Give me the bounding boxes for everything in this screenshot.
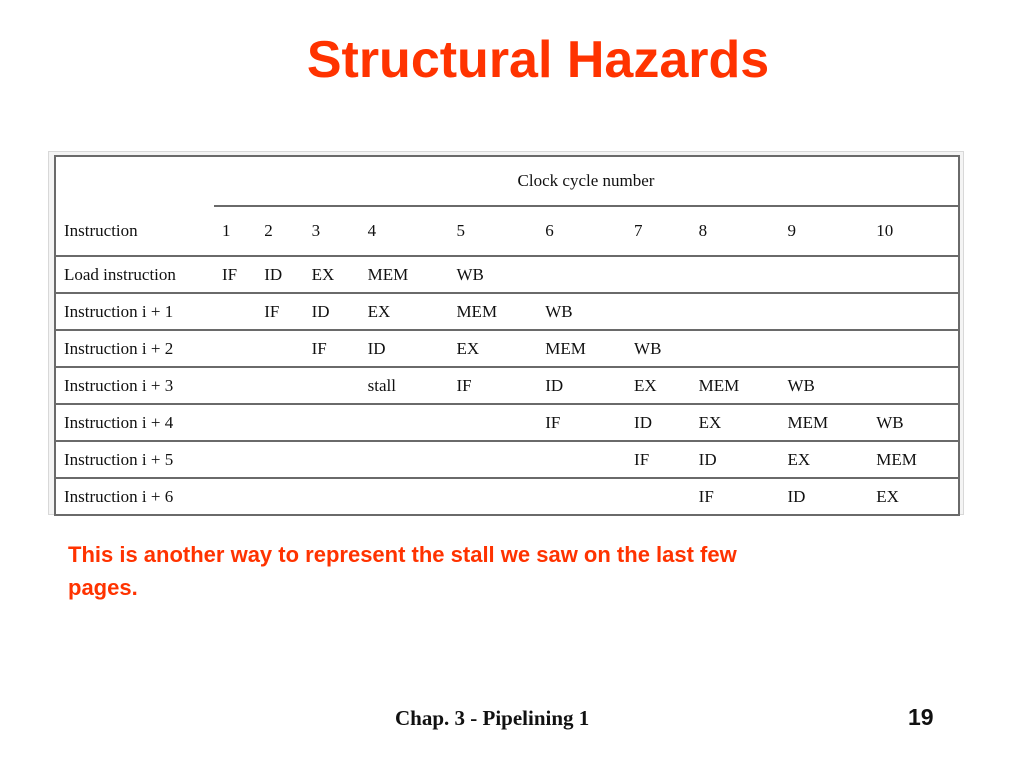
stage-cell <box>214 478 256 515</box>
stage-cell <box>304 367 360 404</box>
stage-cell <box>214 293 256 330</box>
cycle-number-row <box>55 206 959 256</box>
stage-cell: ID <box>304 293 360 330</box>
cycle-number: 4 <box>360 206 449 256</box>
stage-cell: EX <box>779 441 868 478</box>
instruction-name: Instruction i + 5 <box>55 441 214 478</box>
stage-cell <box>360 478 449 515</box>
pipeline-figure <box>48 151 964 515</box>
stage-cell <box>304 404 360 441</box>
stage-cell: IF <box>537 404 626 441</box>
stage-cell: IF <box>214 256 256 293</box>
stage-cell: ID <box>360 330 449 367</box>
stage-cell: EX <box>626 367 691 404</box>
stage-cell: WB <box>868 404 959 441</box>
stage-cell <box>256 441 303 478</box>
stage-cell <box>448 441 537 478</box>
stage-cell: EX <box>360 293 449 330</box>
stage-cell <box>537 256 626 293</box>
stage-cell <box>256 478 303 515</box>
stage-cell <box>691 330 780 367</box>
cycle-number: 9 <box>779 206 868 256</box>
page-number: 19 <box>908 704 934 730</box>
table-row <box>55 367 959 404</box>
stage-cell: MEM <box>448 293 537 330</box>
stage-cell <box>256 330 303 367</box>
instruction-header: Instruction <box>55 206 214 256</box>
stage-cell: MEM <box>868 441 959 478</box>
stage-cell <box>214 330 256 367</box>
stage-cell: IF <box>626 441 691 478</box>
stage-cell: WB <box>779 367 868 404</box>
stage-cell <box>360 441 449 478</box>
stage-cell: MEM <box>691 367 780 404</box>
stage-cell <box>214 404 256 441</box>
table-row <box>55 441 959 478</box>
table-row <box>55 404 959 441</box>
stage-cell: WB <box>537 293 626 330</box>
stage-cell <box>214 441 256 478</box>
instruction-name: Instruction i + 4 <box>55 404 214 441</box>
stage-cell: MEM <box>779 404 868 441</box>
corner-cell <box>55 156 214 206</box>
cycle-number: 7 <box>626 206 691 256</box>
cycle-number: 1 <box>214 206 256 256</box>
stage-cell <box>304 478 360 515</box>
stage-cell <box>868 293 959 330</box>
stage-cell <box>868 256 959 293</box>
stage-cell <box>256 404 303 441</box>
footer-chapter: Chap. 3 - Pipelining 1 <box>395 706 590 730</box>
stage-cell: IF <box>691 478 780 515</box>
stage-cell <box>779 256 868 293</box>
stage-cell: MEM <box>537 330 626 367</box>
stage-cell: WB <box>626 330 691 367</box>
stage-cell: IF <box>256 293 303 330</box>
stage-cell <box>868 330 959 367</box>
stage-cell <box>626 293 691 330</box>
instruction-name: Instruction i + 2 <box>55 330 214 367</box>
cycle-number: 5 <box>448 206 537 256</box>
stage-cell <box>214 367 256 404</box>
cycle-number: 10 <box>868 206 959 256</box>
stall-cell: stall <box>360 367 449 404</box>
stage-cell <box>779 330 868 367</box>
stage-cell: EX <box>868 478 959 515</box>
stage-cell <box>537 478 626 515</box>
cycle-number: 8 <box>691 206 780 256</box>
cycle-number: 2 <box>256 206 303 256</box>
stage-cell <box>868 367 959 404</box>
stage-cell: EX <box>448 330 537 367</box>
stage-cell <box>448 404 537 441</box>
stage-cell <box>256 367 303 404</box>
stage-cell: IF <box>304 330 360 367</box>
cycle-number: 6 <box>537 206 626 256</box>
instruction-name: Instruction i + 6 <box>55 478 214 515</box>
clock-cycle-header: Clock cycle number <box>214 156 959 206</box>
stage-cell <box>626 478 691 515</box>
stage-cell <box>537 441 626 478</box>
stage-cell <box>360 404 449 441</box>
stage-cell <box>779 293 868 330</box>
instruction-name: Load instruction <box>55 256 214 293</box>
instruction-name: Instruction i + 1 <box>55 293 214 330</box>
table-row <box>55 478 959 515</box>
slide-title: Structural Hazards <box>306 31 770 89</box>
table-row <box>55 256 959 293</box>
instruction-name: Instruction i + 3 <box>55 367 214 404</box>
stage-cell: EX <box>691 404 780 441</box>
stage-cell: ID <box>626 404 691 441</box>
pipeline-table <box>54 155 960 516</box>
stage-cell <box>691 256 780 293</box>
stage-cell <box>626 256 691 293</box>
stage-cell: ID <box>537 367 626 404</box>
table-row <box>55 330 959 367</box>
cycle-number: 3 <box>304 206 360 256</box>
slide-caption: This is another way to represent the stall we saw on the last few pages. <box>68 542 737 600</box>
stage-cell: ID <box>256 256 303 293</box>
table-row <box>55 293 959 330</box>
stage-cell: ID <box>779 478 868 515</box>
stage-cell: IF <box>448 367 537 404</box>
stage-cell: ID <box>691 441 780 478</box>
stage-cell <box>448 478 537 515</box>
stage-cell <box>304 441 360 478</box>
stage-cell: MEM <box>360 256 449 293</box>
stage-cell: EX <box>304 256 360 293</box>
stage-cell: WB <box>448 256 537 293</box>
stage-cell <box>691 293 780 330</box>
clock-header-row <box>55 156 959 206</box>
